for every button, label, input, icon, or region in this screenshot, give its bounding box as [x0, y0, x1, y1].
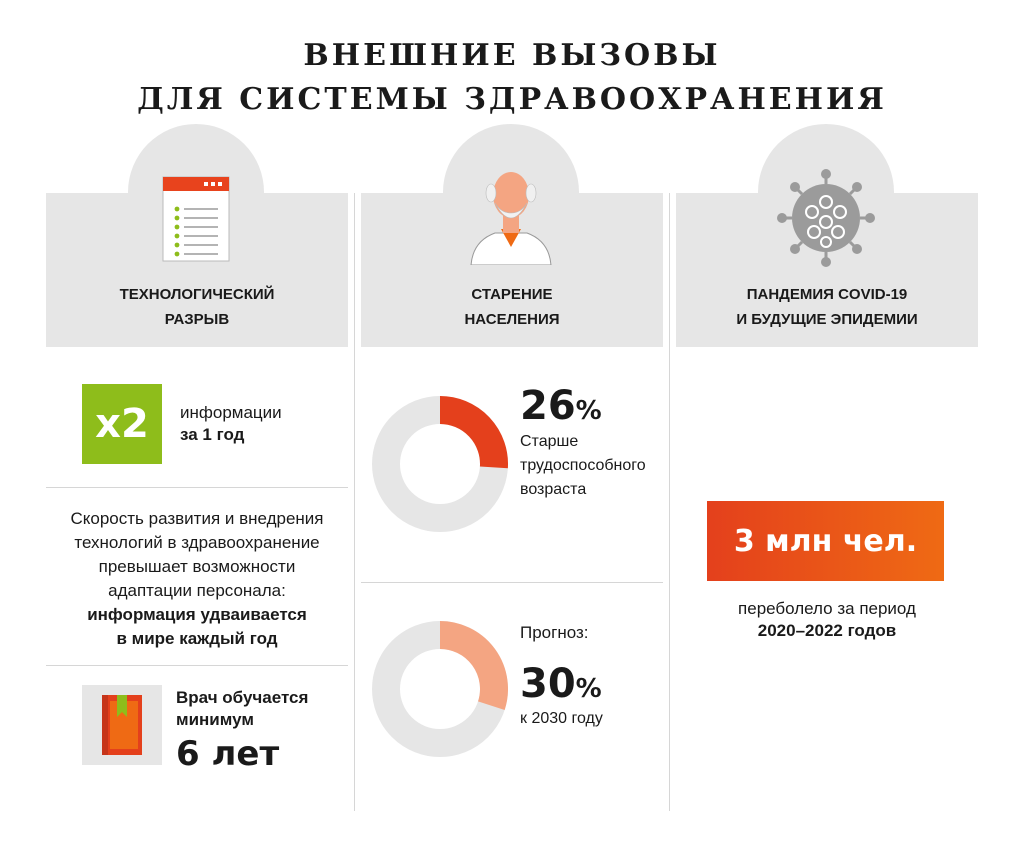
- study-caption-line: Врач обучается: [176, 688, 309, 707]
- header-label-line: ТЕХНОЛОГИЧЕСКИЙ: [119, 286, 275, 303]
- donut-chart-elderly: [372, 396, 508, 532]
- badge-caption: [180, 402, 282, 446]
- tech-paragraph: [46, 507, 348, 651]
- title-line-1: ВНЕШНИЕ ВЫЗОВЫ: [303, 38, 721, 73]
- header-label-line: РАЗРЫВ: [164, 311, 230, 328]
- paragraph-line: технологий в здравоохранение: [74, 533, 320, 552]
- row-divider: [46, 665, 348, 666]
- donut-segment-forecast: [440, 635, 494, 706]
- cases-highlight: 3 млн чел.: [707, 501, 944, 581]
- header-label-line: ПАНДЕМИЯ COVID-19: [746, 286, 908, 303]
- book-icon: [98, 693, 146, 757]
- paragraph-line: превышает возможности: [98, 557, 296, 576]
- header-label-line: И БУДУЩИЕ ЭПИДЕМИИ: [736, 311, 918, 328]
- stat-unit: %: [575, 674, 602, 704]
- paragraph-line: адаптации персонала:: [108, 581, 286, 600]
- row-divider: [46, 487, 348, 488]
- column-divider: [354, 193, 355, 811]
- stat-number: 30: [520, 661, 576, 707]
- page-title: [0, 34, 1024, 122]
- column-divider: [669, 193, 670, 811]
- cases-caption-line: переболело за период: [738, 599, 916, 618]
- row-divider: [361, 582, 663, 583]
- document-list-icon: [160, 175, 232, 265]
- stat-caption-line: трудоспособного: [520, 457, 646, 474]
- paragraph-line: Скорость развития и внедрения: [70, 509, 324, 528]
- study-caption: [176, 687, 308, 731]
- book-icon-box: [82, 685, 162, 765]
- cases-caption-line-bold: 2020–2022 годов: [757, 621, 897, 640]
- stat-unit: %: [575, 396, 602, 426]
- header-label-pandemic: [676, 282, 978, 332]
- header-label-line: НАСЕЛЕНИЯ: [464, 311, 560, 328]
- stat-number: 26: [520, 383, 576, 429]
- paragraph-line-bold: в мире каждый год: [116, 629, 278, 648]
- stat-elderly-caption: [520, 430, 646, 502]
- badge-caption-line: информации: [180, 403, 282, 422]
- study-caption-line: минимум: [176, 710, 254, 729]
- stat-forecast-value: [520, 662, 602, 711]
- title-line-2: ДЛЯ СИСТЕМЫ ЗДРАВООХРАНЕНИЯ: [137, 82, 887, 117]
- virus-icon: [776, 168, 876, 268]
- forecast-label: Прогноз:: [520, 623, 589, 642]
- x2-badge: x2: [82, 384, 162, 464]
- cases-caption: [676, 598, 978, 642]
- header-label-aging: [361, 282, 663, 332]
- donut-chart-forecast: [372, 621, 508, 757]
- stat-elderly-value: [520, 384, 602, 433]
- donut-segment-elderly: [440, 410, 494, 467]
- study-years: 6 лет: [176, 734, 280, 774]
- badge-caption-line-bold: за 1 год: [180, 425, 245, 444]
- stat-caption-line: возраста: [520, 481, 587, 498]
- stat-caption-line: Старше: [520, 433, 579, 450]
- header-label-tech: [46, 282, 348, 332]
- elderly-man-icon: [465, 163, 557, 265]
- header-label-line: СТАРЕНИЕ: [471, 286, 553, 303]
- stat-forecast-caption: к 2030 году: [520, 710, 603, 727]
- paragraph-line-bold: информация удваивается: [87, 605, 307, 624]
